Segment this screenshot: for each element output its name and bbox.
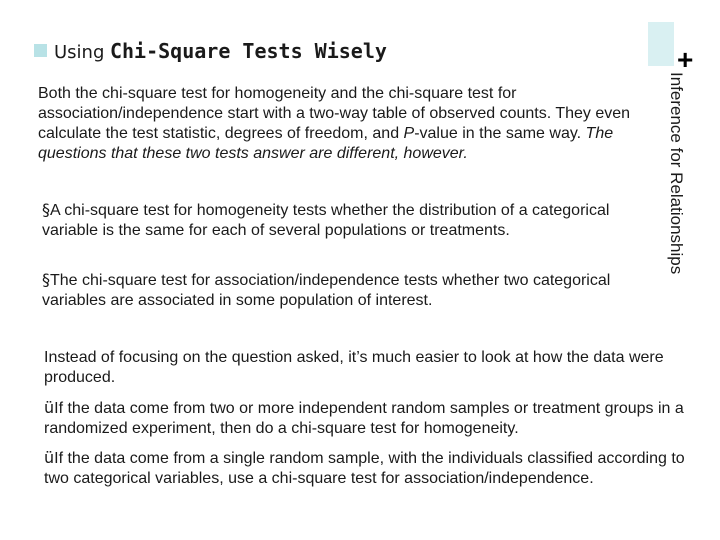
intro-italic: The questions that these two tests answer are different, however.	[38, 125, 614, 162]
section-marker-icon: §	[42, 270, 50, 289]
side-label: Inference for Relationships	[667, 72, 686, 275]
intro-text-2: -value in the same way.	[414, 125, 586, 142]
check-item-association	[44, 448, 699, 489]
check-text: If the data come from two or more independent random samples or treatment groups in a randomized experiment, then do a chi-square test for homogeneity.	[44, 400, 684, 437]
sub-bullet-text: The chi-square test for association/independence tests whether two categorical variables are associated in some population of interest.	[42, 272, 611, 309]
check-marker-icon: ü	[44, 448, 55, 467]
sub-bullet-association	[42, 270, 632, 311]
title-main: Chi-Square Tests Wisely	[109, 39, 387, 63]
intro-paragraph	[38, 84, 638, 164]
sub-bullet-homogeneity	[42, 200, 632, 241]
intro-text-1: Both the chi-square test for homogeneity and the chi-square test for association/independence start with a two-way table of observed counts. They even calculate the test statistic, degrees of freedom, and	[38, 85, 631, 142]
bottom-lead-paragraph: Instead of focusing on the question asked, it’s much easier to look at how the data were produced.	[44, 349, 664, 386]
accent-bar	[648, 22, 674, 66]
sub-bullet-text: A chi-square test for homogeneity tests whether the distribution of a categorical variable is the same for each of several populations or treatments.	[42, 202, 610, 239]
section-marker-icon: §	[42, 200, 50, 219]
p-letter: P	[403, 125, 415, 142]
title-bullet-icon	[34, 44, 47, 57]
plus-icon: +	[677, 44, 694, 75]
check-marker-icon: ü	[44, 398, 55, 417]
check-item-homogeneity	[44, 398, 699, 439]
check-text: If the data come from a single random sample, with the individuals classified according to two categorical variables, use a chi-square test for association/independence.	[44, 450, 685, 487]
slide-title	[34, 40, 387, 64]
title-lead: Using	[54, 42, 105, 63]
